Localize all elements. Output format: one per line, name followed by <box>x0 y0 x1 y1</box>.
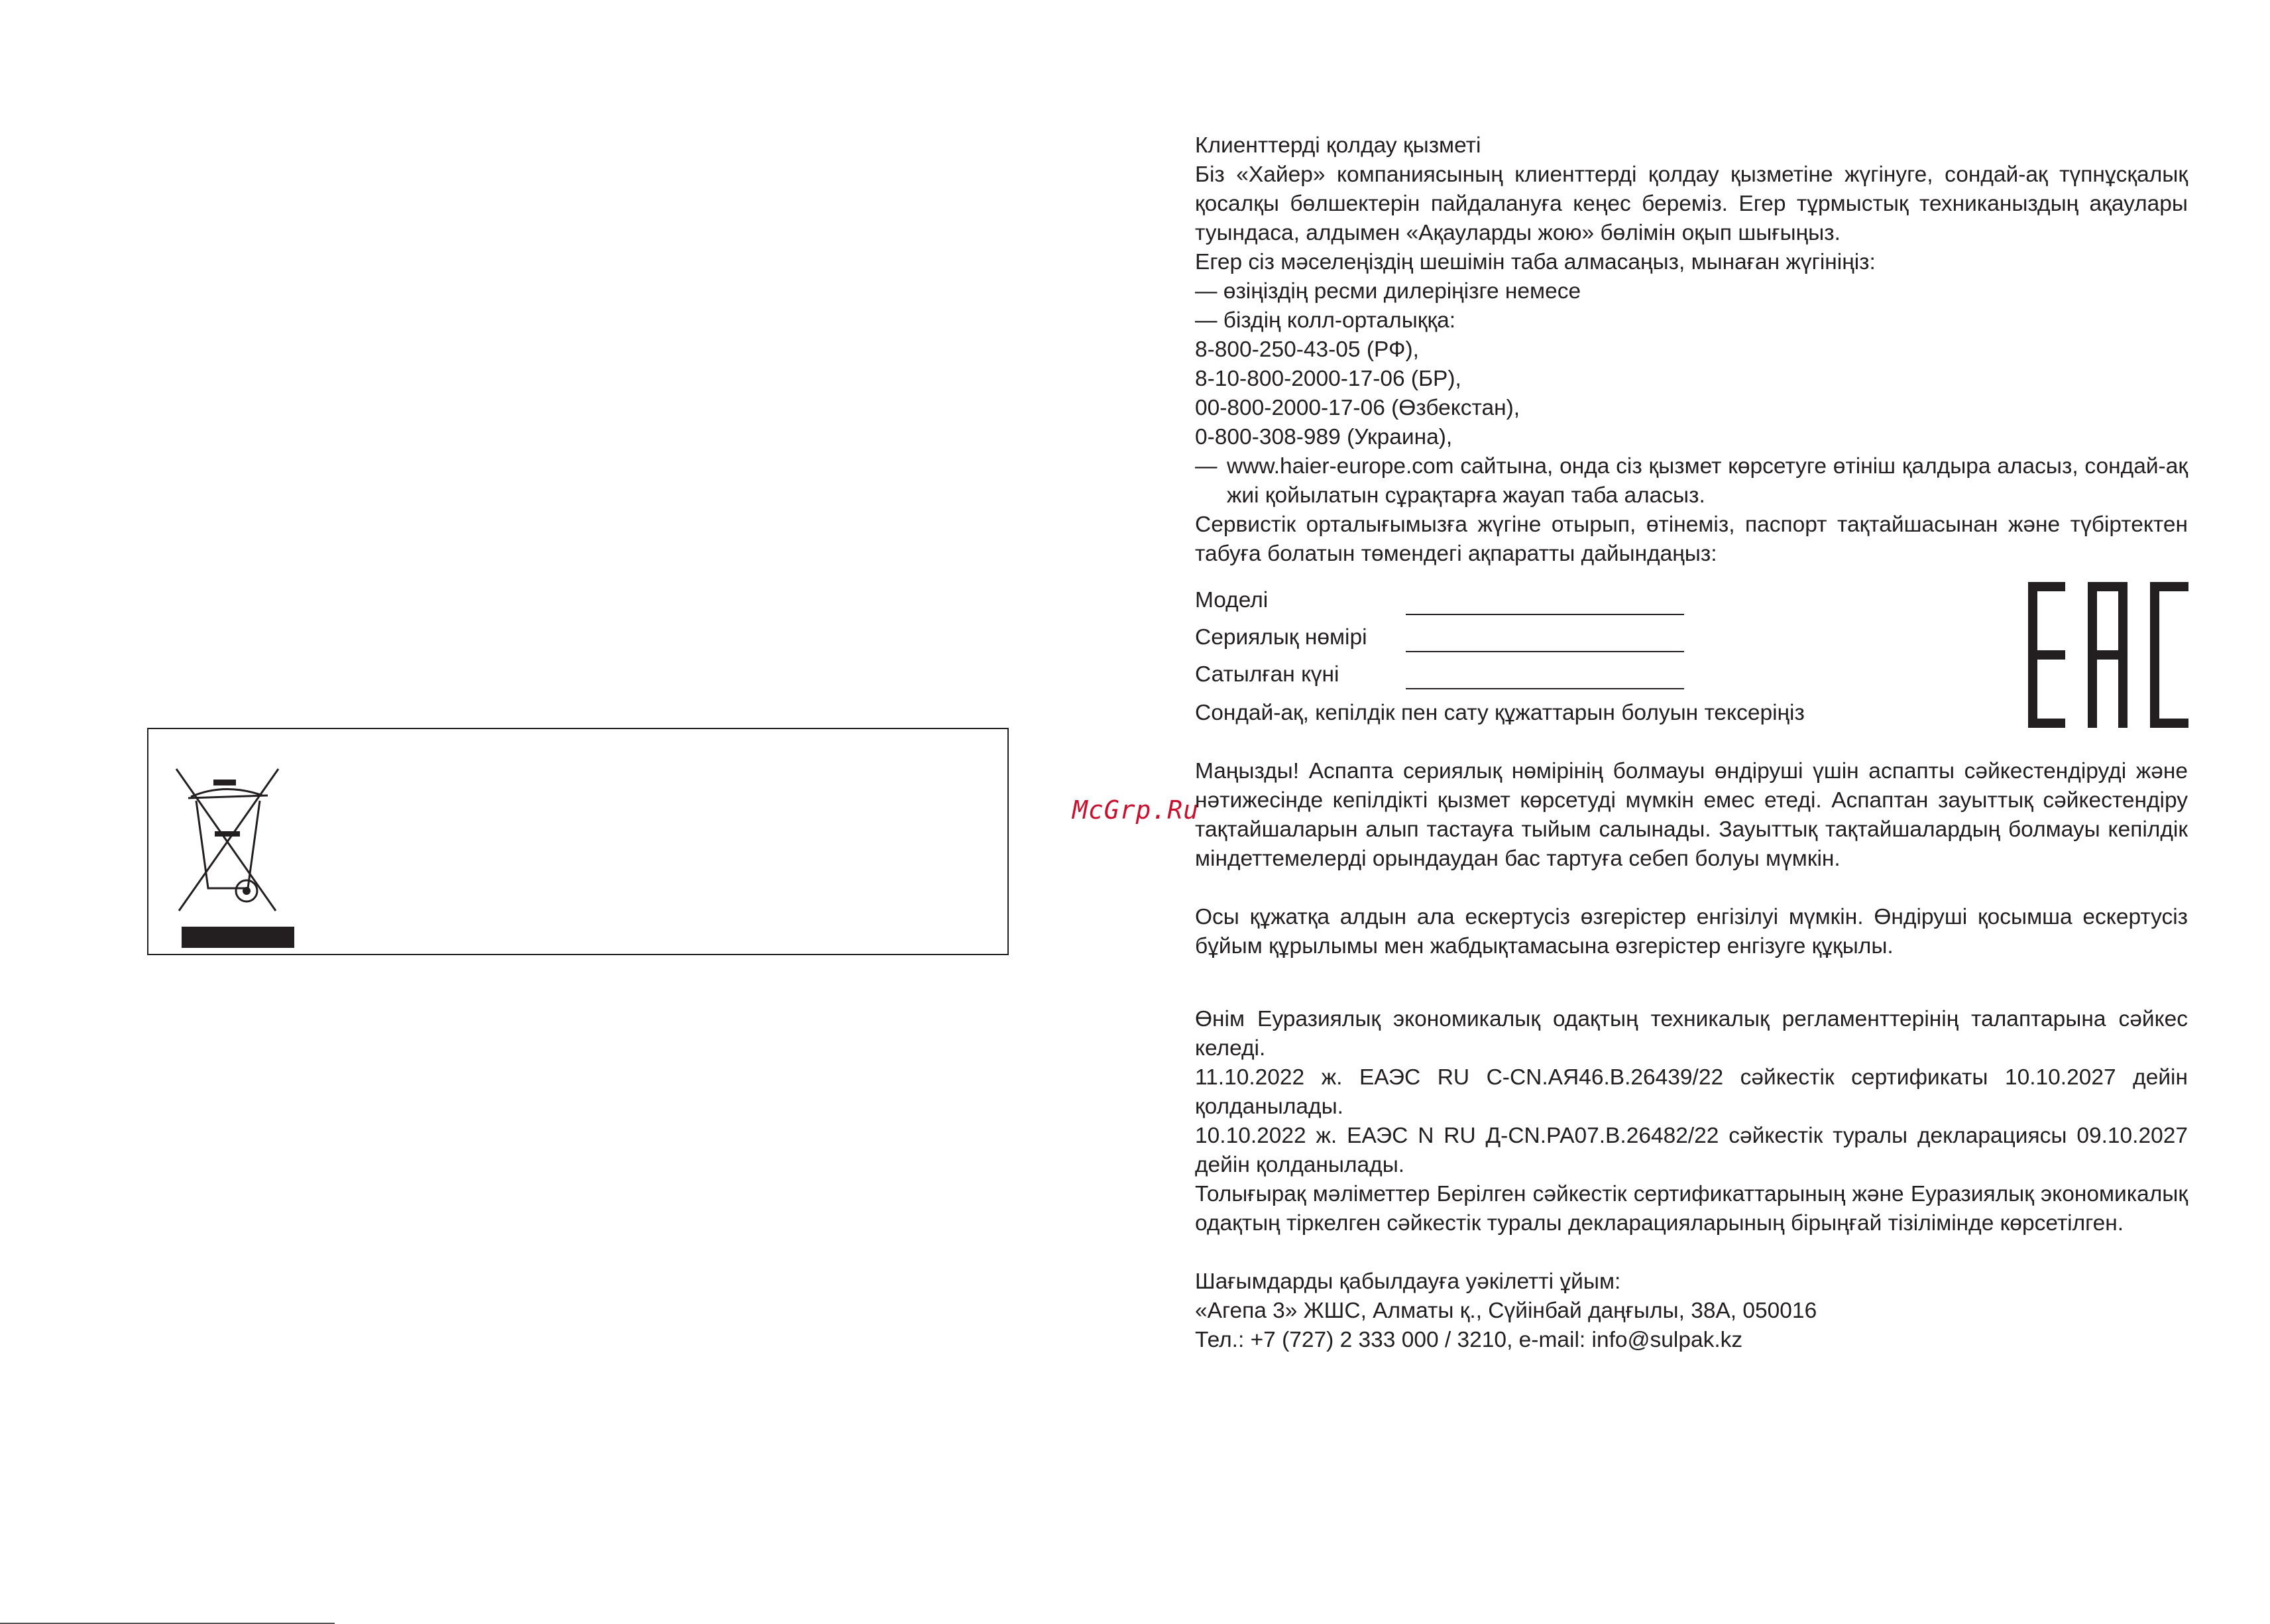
support-heading: Клиенттерді қолдау қызметі <box>1195 133 1481 158</box>
callcenter-option: — біздің колл-орталыққа: <box>1195 308 1456 333</box>
website-text: www.haier-europe.com сайтына, онда сіз қызмет көрсетуге өтініш қалдыра аласыз, сондай-ақ жиі қойылатын сұрақтарға жауап таба аласыз. <box>1227 454 2188 508</box>
product-info-fields <box>1195 578 2188 689</box>
watermark: McGrp.Ru <box>1072 795 1200 825</box>
field-sale-date <box>1195 652 2188 689</box>
phone-rf: 8-800-250-43-05 (РФ), <box>1195 337 1419 362</box>
field-blank-line <box>1406 628 1684 652</box>
complaints-title: Шағымдарды қабылдауға уәкілетті ұйым: <box>1195 1269 1621 1294</box>
registry-info: Толығырақ мәліметтер Берілген сәйкестік сертификаттарының және Еуразиялық экономикалық одақтың тіркелген сәйкестік туралы декларацияларының бірыңғай тізілімінде көрсетілген. <box>1195 1182 2188 1236</box>
complaints-contact: Тел.: +7 (727) 2 333 000 / 3210, e-mail: info@sulpak.kz <box>1195 1328 1743 1352</box>
crossed-out-wheelie-bin-icon <box>162 749 294 948</box>
support-text-column <box>1195 131 2188 1355</box>
if-not-solved: Егер сіз мәселеңіздің шешімін таба алмасаңыз, мынаған жүгініңіз: <box>1195 250 1876 274</box>
field-blank-line <box>1406 666 1684 689</box>
important-notice: Маңызды! Аспапта сериялық нөмірінің болмауы өндіруші үшін аспапты сәйкестендіруді және нәтижесінде кепілдікті қызмет көрсетуді мүмкін емес етеді. Аспаптан зауыттық сәйкестендіру тақтайшаларын алып тастауға тыйым салынады. Зауыттық тақтайшалардың болмауы кепілдік міндеттемелерді орындаудан бас тартуға себеп болуы мүмкін. <box>1195 759 2188 871</box>
compliance-statement: Өнім Еуразиялық экономикалық одақтың техникалық регламенттерінің талаптарына сәйкес келеді. <box>1195 1007 2188 1061</box>
field-serial <box>1195 615 2188 652</box>
check-docs: Сондай-ақ, кепілдік пен сату құжаттарын болуын тексеріңіз <box>1195 701 1805 725</box>
declaration-info: 10.10.2022 ж. ЕАЭС N RU Д-CN.РА07.В.26482/22 сәйкестік туралы декларациясы 09.10.2027 дейін қолданылады. <box>1195 1124 2188 1177</box>
phone-by: 8-10-800-2000-17-06 (БР), <box>1195 367 1461 391</box>
support-intro: Біз «Хайер» компаниясының клиенттерді қолдау қызметіне жүгінуге, сондай-ақ түпнұсқалық қосалқы бөлшектерін пайдалануға кеңес береміз. Егер тұрмыстық техниканыздың ақаулары туындаса, алдымен «Ақауларды жою» бөлімін оқып шығыңыз. <box>1195 162 2188 245</box>
field-label: Моделі <box>1195 588 1269 612</box>
prepare-info: Сервистік орталығымызға жүгіне отырып, өтінеміз, паспорт тақтайшасынан және түбіртектен табуға болатын төмендегі ақпаратты дайындаңыз: <box>1195 512 2188 566</box>
dealer-option: — өзіңіздің ресми дилеріңізге немесе <box>1195 279 1581 304</box>
website-option <box>1195 452 2188 510</box>
field-model <box>1195 578 2188 615</box>
changes-notice: Осы құжатқа алдын ала ескертусіз өзгерістер енгізілуі мүмкін. Өндіруші қосымша ескертусіз бұйым құрылымы мен жабдықтамасына өзгерістер енгізуге құқылы. <box>1195 905 2188 958</box>
field-label: Сатылған күні <box>1195 662 1339 687</box>
phone-ua: 0-800-308-989 (Украина), <box>1195 425 1453 449</box>
website-dash: — <box>1195 454 1218 479</box>
field-label: Сериялық нөмірі <box>1195 625 1367 650</box>
field-blank-line <box>1406 591 1684 615</box>
certificate-info: 11.10.2022 ж. ЕАЭС RU C-CN.АЯ46.В.26439/22 сәйкестік сертификаты 10.10.2027 дейін қолданылады. <box>1195 1065 2188 1119</box>
weee-disposal-box <box>147 728 1009 955</box>
complaints-org: «Агепа 3» ЖШС, Алматы қ., Сүйінбай даңғылы, 38А, 050016 <box>1195 1299 1817 1323</box>
phone-uz: 00-800-2000-17-06 (Өзбекстан), <box>1195 396 1520 420</box>
